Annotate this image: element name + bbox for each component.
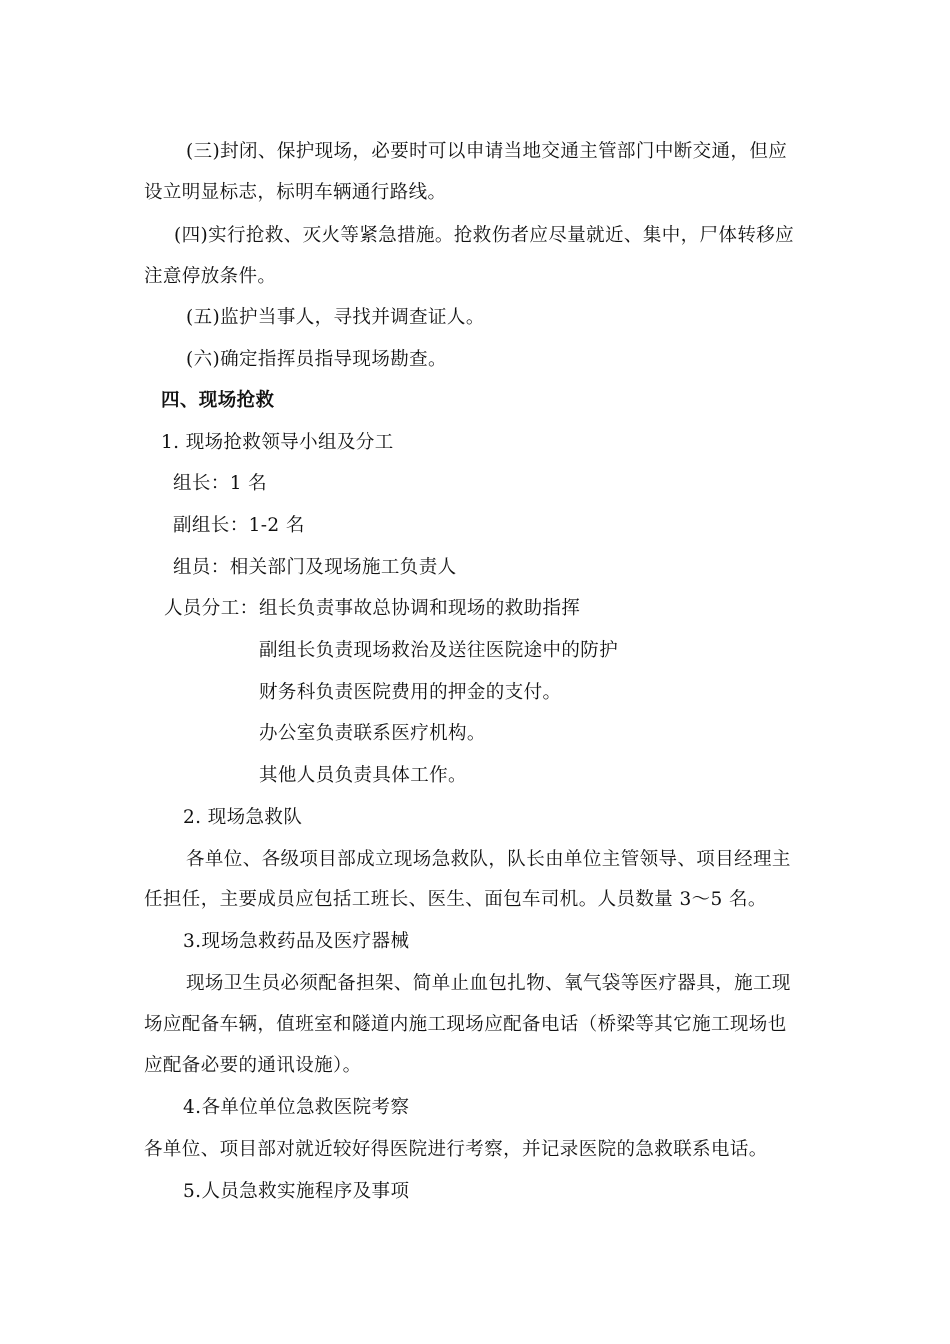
duty-item: 副组长负责现场救治及送往医院途中的防护 [259,640,619,661]
item-3-line-1: (三)封闭、保护现场，必要时可以申请当地交通主管部门中断交通，但应 [186,141,788,162]
duty-item: 组长负责事故总协调和现场的救助指挥 [259,598,581,619]
duties-label: 人员分工： [164,598,259,619]
subsection-1-title: 1. 现场抢救领导小组及分工 [161,432,394,453]
subsection-2-title: 2. 现场急救队 [183,807,303,828]
subsection-2-para-line-1: 各单位、各级项目部成立现场急救队，队长由单位主管领导、项目经理主 [186,849,791,870]
subsection-3-para-line-3: 应配备必要的通讯设施）。 [144,1055,362,1076]
item-6: (六)确定指挥员指导现场勘查。 [186,349,447,370]
duty-item: 财务科负责医院费用的押金的支付。 [259,682,562,703]
subsection-3-para-line-1: 现场卫生员必须配备担架、简单止血包扎物、氧气袋等医疗器具，施工现 [186,973,791,994]
subsection-3-title: 3.现场急救药品及医疗器械 [183,931,410,952]
duty-item: 办公室负责联系医疗机构。 [259,723,486,744]
subsection-4-title: 4.各单位单位急救医院考察 [183,1097,410,1118]
item-4-line-1: (四)实行抢救、灭火等紧急措施。抢救伤者应尽量就近、集中，尸体转移应 [174,225,795,246]
duty-item: 其他人员负责具体工作。 [259,765,467,786]
subsection-5-title: 5.人员急救实施程序及事项 [183,1181,410,1202]
members-line: 组员：相关部门及现场施工负责人 [173,557,457,578]
item-5: (五)监护当事人，寻找并调查证人。 [186,307,485,328]
subsection-4-para-line-1: 各单位、项目部对就近较好得医院进行考察，并记录医院的急救联系电话。 [144,1139,768,1160]
section-heading-4: 四、现场抢救 [161,390,275,411]
deputy-line: 副组长：1-2 名 [173,515,305,536]
subsection-2-para-line-2: 任担任，主要成员应包括工班长、医生、面包车司机。人员数量 3～5 名。 [144,889,767,910]
item-3-line-2: 设立明显标志，标明车辆通行路线。 [144,182,447,203]
subsection-3-para-line-2: 场应配备车辆，值班室和隧道内施工现场应配备电话（桥梁等其它施工现场也 [144,1014,787,1035]
item-4-line-2: 注意停放条件。 [144,266,277,287]
leader-line: 组长：1 名 [173,473,268,494]
